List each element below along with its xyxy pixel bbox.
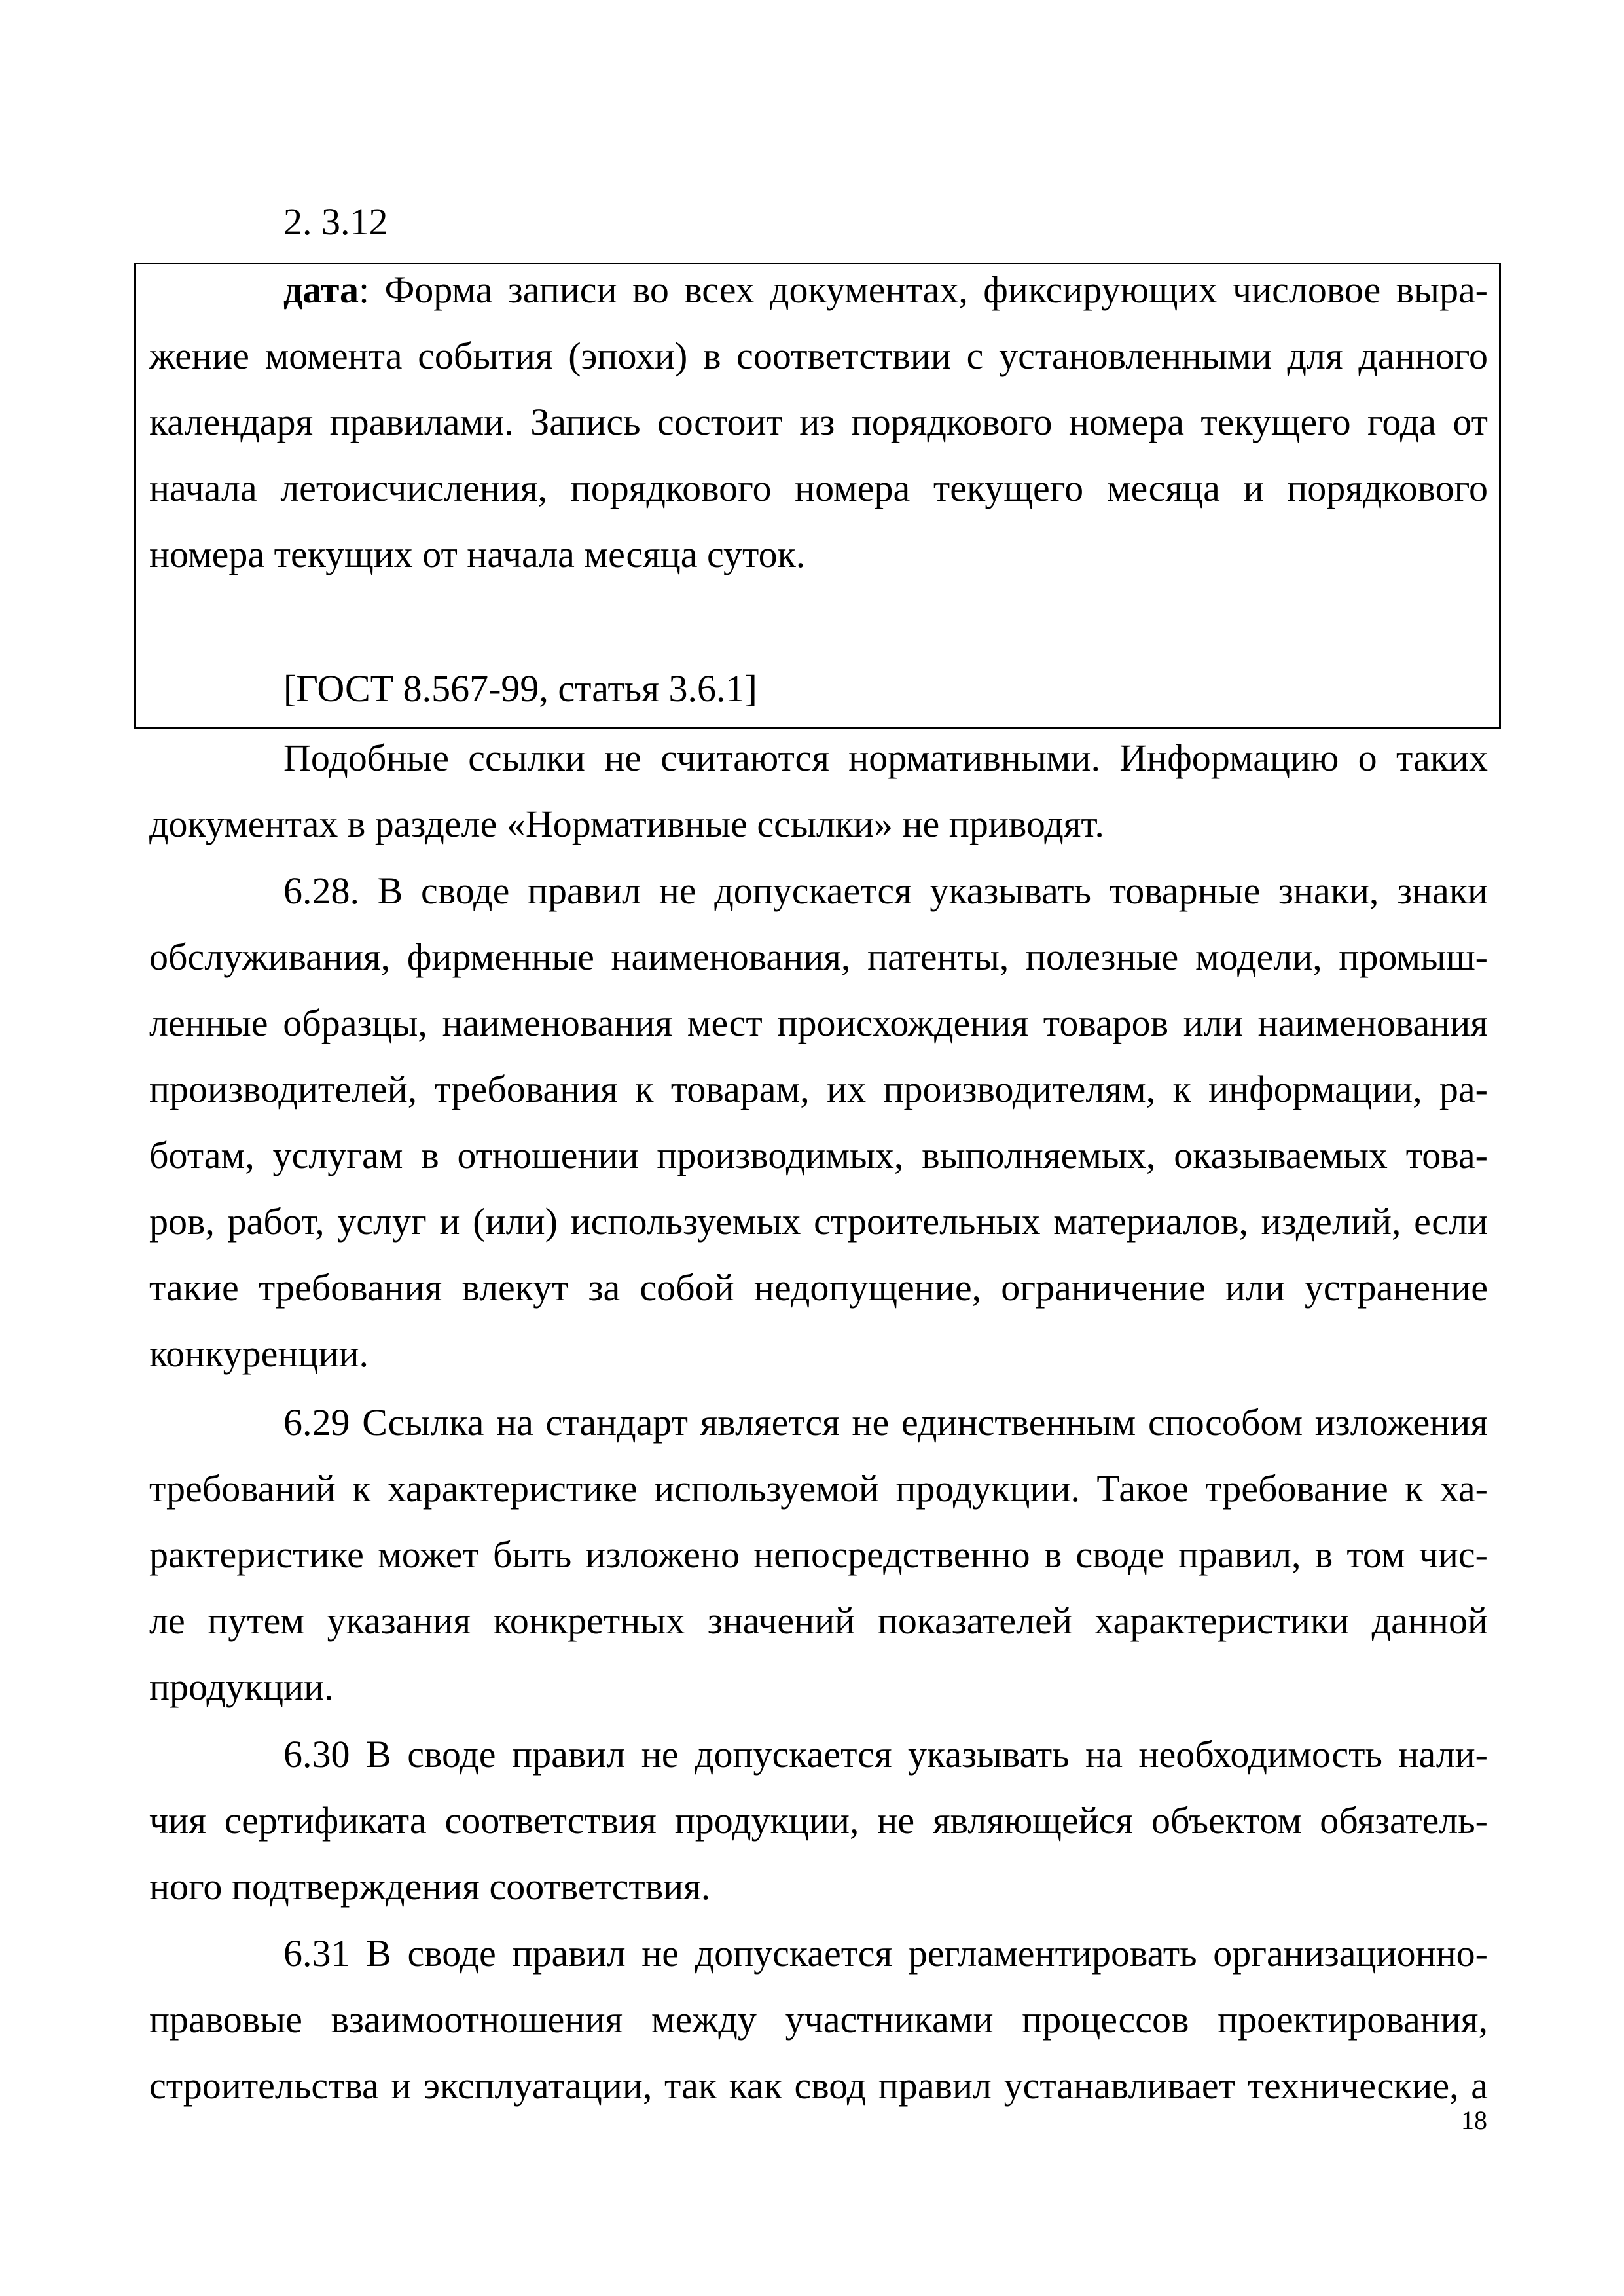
definition-term: дата [283, 268, 359, 311]
paragraph-line: 6.28. В своде правил не допускается указывать товарные знаки, знаки [283, 869, 1488, 912]
paragraph-line: продукции. [149, 1666, 334, 1708]
definition-line: начала летоисчисления, порядкового номера текущего месяца и порядкового [149, 467, 1488, 509]
paragraph-line: конкуренции. [149, 1332, 369, 1375]
definition-line: жение момента события (эпохи) в соответствии с установленными для данного [149, 335, 1488, 377]
definition-line: номера текущих от начала месяца суток. [149, 533, 806, 575]
paragraph-line: 6.30 В своде правил не допускается указывать на необходимость нали- [283, 1733, 1488, 1776]
paragraph-line: строительства и эксплуатации, так как свод правил устанавливает технические, а [149, 2064, 1488, 2107]
section-number: 2. 3.12 [283, 200, 388, 243]
paragraph [149, 1389, 1488, 1720]
paragraph-line: ле путем указания конкретных значений показателей характеристики данной [149, 1599, 1488, 1642]
paragraph-line: 6.31 В своде правил не допускается регламентировать организационно- [283, 1932, 1488, 1975]
paragraph [149, 1721, 1488, 1920]
page-number: 18 [1461, 2105, 1487, 2135]
paragraph-line: чия сертификата соответствия продукции, не являющейся объектом обязатель- [149, 1799, 1488, 1842]
definition-reference: [ГОСТ 8.567-99, статья 3.6.1] [283, 667, 757, 710]
definition-line: календаря правилами. Запись состоит из порядкового номера текущего года от [149, 401, 1488, 443]
paragraph [149, 858, 1488, 1387]
paragraph-line: документах в разделе «Нормативные ссылки» не приводят. [149, 803, 1104, 845]
paragraph-line: ботам, услугам в отношении производимых, выполняемых, оказываемых това- [149, 1134, 1488, 1176]
paragraph-line: 6.29 Ссылка на стандарт является не единственным способом изложения [283, 1401, 1488, 1444]
paragraph-line: рактеристике может быть изложено непосредственно в своде правил, в том чис- [149, 1533, 1488, 1576]
paragraph-line: Подобные ссылки не считаются нормативными. Информацию о таких [283, 737, 1488, 779]
paragraph [149, 1920, 1488, 2119]
paragraph [149, 725, 1488, 857]
paragraph-line: требований к характеристике используемой продукции. Такое требование к ха- [149, 1467, 1488, 1510]
definition-line-text: : Форма записи во всех документах, фиксирующих числовое выра- [359, 268, 1488, 311]
paragraph-line: ного подтверждения соответствия. [149, 1865, 711, 1908]
paragraph-line: ров, работ, услуг и (или) используемых строительных материалов, изделий, если [149, 1200, 1488, 1243]
paragraph-line: правовые взаимоотношения между участниками процессов проектирования, [149, 1998, 1488, 2041]
definition-text [149, 257, 1488, 587]
paragraph-line: ленные образцы, наименования мест происхождения товаров или наименования [149, 1002, 1488, 1044]
paragraph-line: обслуживания, фирменные наименования, патенты, полезные модели, промыш- [149, 936, 1488, 978]
paragraph-line: производителей, требования к товарам, их производителям, к информации, ра- [149, 1068, 1488, 1110]
definition-line [149, 257, 1488, 323]
paragraph-line: такие требования влекут за собой недопущение, ограничение или устранение [149, 1266, 1488, 1309]
